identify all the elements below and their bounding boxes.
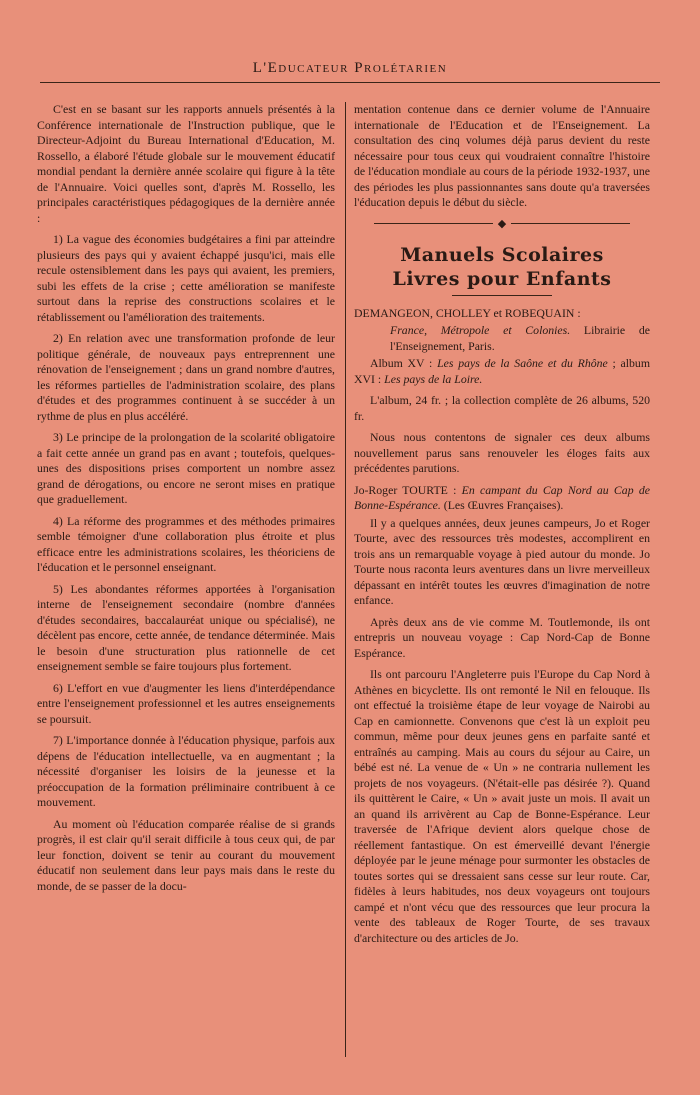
entry-publisher: Librairie de l'Enseignement, Paris. — [390, 323, 650, 353]
album-b-title: Les pays de la Loire. — [384, 371, 483, 386]
section-title — [354, 243, 650, 291]
point-7-paragraph: 7) L'importance donnée à l'éducation physique, parfois aux dépens de l'éducation intellectuelle, va en augmentant ; la nécessité d'organiser les loisirs de la jeunesse et la préoccupation de la formation préliminaire contribuent à ce mouvement. — [37, 733, 335, 809]
entry-publisher: (Les Œuvres Françaises). — [443, 498, 564, 512]
title-rule — [452, 295, 552, 296]
diamond-ornament-icon: ◆ — [493, 218, 511, 230]
point-1-paragraph: 1) La vague des économies budgétaires a fini par atteindre plusieurs des pays qui y avaient échappé jusqu'ici, mais elle recule ostensiblement dans les pays qui avaient, les premiers, subi les effets de la crise ; cette amélioration se manifeste surtout dans la reprise des constructions scolaires et le rétablissement ou l'amélioration des traitements. — [37, 232, 335, 324]
entry-author: Jo-Roger TOURTE : — [354, 482, 457, 497]
section-separator — [354, 217, 650, 229]
point-4-paragraph: 4) La réforme des programmes et des méthodes primaires semble témoigner d'une collaboration plus étroite et plus efficace entre les administrations scolaires, les théoriciens de l'éducation et le personnel enseignant. — [37, 513, 335, 574]
column-divider — [345, 102, 346, 1057]
album-b-label: ; album XVI : — [354, 356, 651, 386]
review-paragraph-2: Après deux ans de vie comme M. Toutlemonde, ils ont entrepris un nouveau voyage : Cap Nord-Cap de Bonne Espérance. — [354, 614, 650, 660]
entry-comment: Nous nous contentons de signaler ces deux albums nouvellement parus sans renouveler les éloges faits aux précédentes parutions. — [354, 430, 650, 475]
entry-price: L'album, 24 fr. ; la collection complète de 26 albums, 520 fr. — [354, 393, 650, 423]
point-2-paragraph: 2) En relation avec une transformation profonde de leur politique générale, de nouveaux pays entreprennent une rénovation de l'enseignement ; dans un grand nombre d'autres, les réformes partielles de l'administration scolaire, des plans d'études et des programmes continuent à se succéder à un rythme de plus en plus accéléré. — [37, 331, 335, 423]
point-6-paragraph: 6) L'effort en vue d'augmenter les liens d'interdépendance entre l'enseignement professionnel et les autres enseignements se poursuit. — [37, 680, 335, 726]
entry-albums — [354, 356, 650, 387]
album-a-label: Album XV : — [370, 356, 433, 370]
review-paragraph-3: Ils ont parcouru l'Angleterre puis l'Europe du Cap Nord à Athènes en bicyclette. Ils ont remonté le Nil en felouque. Ils ont effectué la troisième étape de leur voyage de Nairobi au Cap en camionnette. Convenons que c'est là un exploit peu commun, même pour deux jeunes gens en parfaite santé et entraînés au camping. Mais au cours du séjour au Caire, un bébé est né. La venue de « Un » ne contraria nullement les projets de nos voyageurs. (N'était-elle pas désirée ?). Quand ils quittèrent le Caire, « Un » avait juste un mois. Il avait un an quand ils arrivèrent au Cap de Bonne-Espérance. Leur traversée de l'Afrique devient alors quelque chose de réellement fantastique. On est émerveillé devant l'énergie déployée par le jeune ménage pour surmonter les obstacles de toutes sortes qui se dressaient sans cesse sur leur route. Car, fidèles à leurs habitudes, nos deux voyageurs ont toujours campé et n'ont vécu que des ressources que leur procura la vente des tableaux de Roger Tourte, de ses travaux d'architecture ou des articles de Jo. — [354, 667, 650, 945]
entry-title-line — [354, 483, 650, 514]
entry-title: France, Métropole et Colonies. — [390, 323, 571, 337]
running-header: L'Educateur Prolétarien — [252, 60, 448, 76]
entry-title: En campant du Cap Nord au Cap de Bonne-Espérance. — [354, 482, 650, 512]
album-a-title: Les pays de la Saône et du Rhône — [437, 356, 608, 370]
entry-authors: DEMANGEON, CHOLLEY et ROBEQUAIN : — [354, 305, 581, 320]
book-entry-tourte — [354, 483, 650, 947]
right-column — [354, 102, 650, 952]
header-rule — [40, 82, 660, 83]
intro-paragraph: C'est en se basant sur les rapports annuels présentés à la Conférence internationale de l'Instruction publique, que le Directeur-Adjoint du Bureau International d'Education, M. Rossello, a élaboré l'étude globale sur le mouvement éducatif mondial pendant la dernière année scolaire qui figure à la tête de l'Annuaire. Voici quelles sont, d'après M. Rossello, les principales caractéristiques pédagogiques de la dernière année : — [37, 102, 335, 225]
book-entry-demangeon — [354, 306, 650, 477]
continuation-paragraph: mentation contenue dans ce dernier volume de l'Annuaire internationale de l'Education et de l'Enseignement. La consultation des cinq volumes déjà parus devient du reste nécessaire pour tous ceux qui voudraient connaître l'histoire de l'éducation mondiale au cours de la période 1932-1937, une des périodes les plus passionnantes sans doute qu'a traversées l'éducation depuis le début du siècle. — [354, 102, 650, 209]
left-column — [37, 102, 335, 900]
section-title-line-1: Manuels Scolaires — [400, 243, 604, 266]
review-paragraph-1: Il y a quelques années, deux jeunes campeurs, Jo et Roger Tourte, avec des ressources très modestes, accomplirent en trois ans un remarquable voyage à pied autour du monde. Jo Tourte nous raconta leurs aventures dans un livre merveilleux dépassant en intérêt toutes les œuvres d'imagination de notre enfance. — [354, 515, 650, 607]
closing-paragraph: Au moment où l'éducation comparée réalise de si grands progrès, il est clair qu'il serait difficile à tous ceux qui, de par leur fonction, doivent se tenir au courant du mouvement éducatif non seulement dans leur pays mais dans le reste du monde, de se passer de la docu- — [37, 816, 335, 893]
point-3-paragraph: 3) Le principe de la prolongation de la scolarité obligatoire a fait cette année un grand pas en avant ; toutefois, quelques-unes des dispositions prises comportent un nombre assez grand de dérogations, ou encore ne seront mises en pratique que graduellement. — [37, 430, 335, 506]
point-5-paragraph: 5) Les abondantes réformes apportées à l'organisation interne de l'enseignement secondaire (nombre d'années d'études secondaires, baccalauréat unique ou spécialisé), ne décèlent pas encore, cette année, de tendance déterminée. Mais le besoin d'une structuration plus rationnelle de cet enseignement semble se faire toujours plus fortement. — [37, 581, 335, 673]
section-title-line-2: Livres pour Enfants — [392, 267, 612, 290]
entry-title-publisher — [354, 323, 650, 354]
